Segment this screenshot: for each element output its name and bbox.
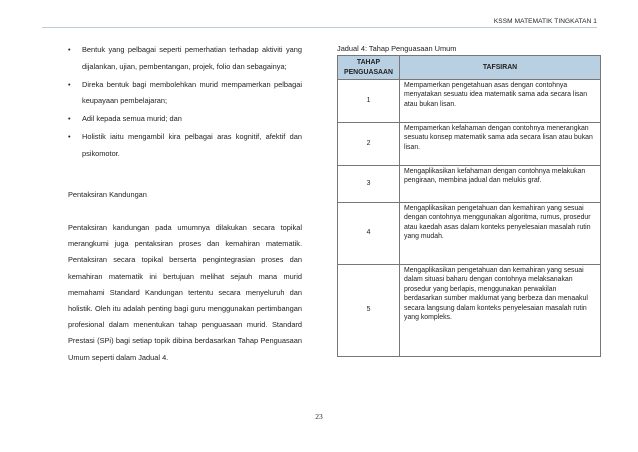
bullet-item xyxy=(68,129,302,163)
body-paragraph: Pentaksiran kandungan pada umumnya dilakukan secara topikal merangkumi juga pentaksiran proses dan kemahiran matematik. Pentaksiran secara topikal berserta pengintegrasian proses dan kemahiran matematik ini bertujuan melihat sejauh mana murid memahami Standard Kandungan tertentu secara menyeluruh dan holistik. Oleh itu adalah penting bagi guru menggunakan pertimbangan profesional dalam menentukan tahap penguasaan murid. Standard Prestasi (SPi) bagi setiap topik dibina berdasarkan Tahap Penguasaan Umum seperti dalam Jadual 4. xyxy=(68,223,302,362)
table-row xyxy=(338,265,601,357)
level-cell: 4 xyxy=(338,203,400,265)
header-level: TAHAP PENGUASAAN xyxy=(338,56,400,80)
section-title: Pentaksiran Kandungan xyxy=(68,190,147,199)
bullet-item xyxy=(68,77,302,111)
bullet-item xyxy=(68,42,302,76)
table-row xyxy=(338,80,601,123)
table-caption: Jadual 4: Tahap Penguasaan Umum xyxy=(337,44,457,53)
right-column xyxy=(337,44,601,357)
interpretation-cell: Mengaplikasikan pengetahuan dan kemahiran yang sesuai dengan contohnya menggunakan algoritma, rumus, prosedur atau kaedah asas dalam konteks penyelesaian masalah rutin yang mudah. xyxy=(400,203,601,265)
interpretation-cell: Mempamerkan kefahaman dengan contohnya menerangkan sesuatu konsep matematik sama ada secara lisan atau bukan lisan. xyxy=(400,123,601,166)
mastery-level-table xyxy=(337,55,601,357)
bullet-text: Adil kepada semua murid; dan xyxy=(82,114,182,124)
bullet-item xyxy=(68,111,302,128)
header-title: KSSM MATEMATIK TINGKATAN 1 xyxy=(493,18,597,25)
bullet-icon: • xyxy=(68,131,71,141)
level-cell: 5 xyxy=(338,265,400,357)
bullet-icon: • xyxy=(68,79,71,89)
bullet-icon: • xyxy=(68,114,71,124)
bullet-text: Direka bentuk bagi membolehkan murid mempamerkan pelbagai keupayaan pembelajaran; xyxy=(82,79,302,106)
page-header xyxy=(42,14,597,28)
assessment-bullet-list xyxy=(68,42,302,163)
interpretation-cell: Mengaplikasikan pengetahuan dan kemahiran yang sesuai dalam situasi baharu dengan contohnya melaksanakan prosedur yang berlapis, menggunakan perwakilan berdasarkan sumber maklumat yang berbeza dan menaakul secara langsung dalam konteks penyelesaian masalah rutin yang kompleks. xyxy=(400,265,601,357)
interpretation-cell: Mempamerkan pengetahuan asas dengan contohnya menyatakan sesuatu idea matematik sama ada secara lisan atau bukan lisan. xyxy=(400,80,601,123)
table-header-row xyxy=(338,56,601,80)
level-cell: 2 xyxy=(338,123,400,166)
table-row xyxy=(338,203,601,265)
header-rule xyxy=(42,27,597,28)
bullet-icon: • xyxy=(68,45,71,54)
level-cell: 3 xyxy=(338,166,400,203)
level-cell: 1 xyxy=(338,80,400,123)
table-row xyxy=(338,166,601,203)
bullet-text: Bentuk yang pelbagai seperti pemerhatian terhadap aktiviti yang dijalankan, ujian, pembentangan, projek, folio dan sebagainya; xyxy=(82,45,302,71)
page-number: 23 xyxy=(315,412,323,421)
header-interpretation: TAFSIRAN xyxy=(400,56,601,80)
table-row xyxy=(338,123,601,166)
left-column xyxy=(68,42,302,362)
bullet-text: Holistik iaitu mengambil kira pelbagai aras kognitif, afektif dan psikomotor. xyxy=(82,131,302,158)
interpretation-cell: Mengaplikasikan kefahaman dengan contohnya melakukan pengiraan, membina jadual dan melukis graf. xyxy=(400,166,601,203)
